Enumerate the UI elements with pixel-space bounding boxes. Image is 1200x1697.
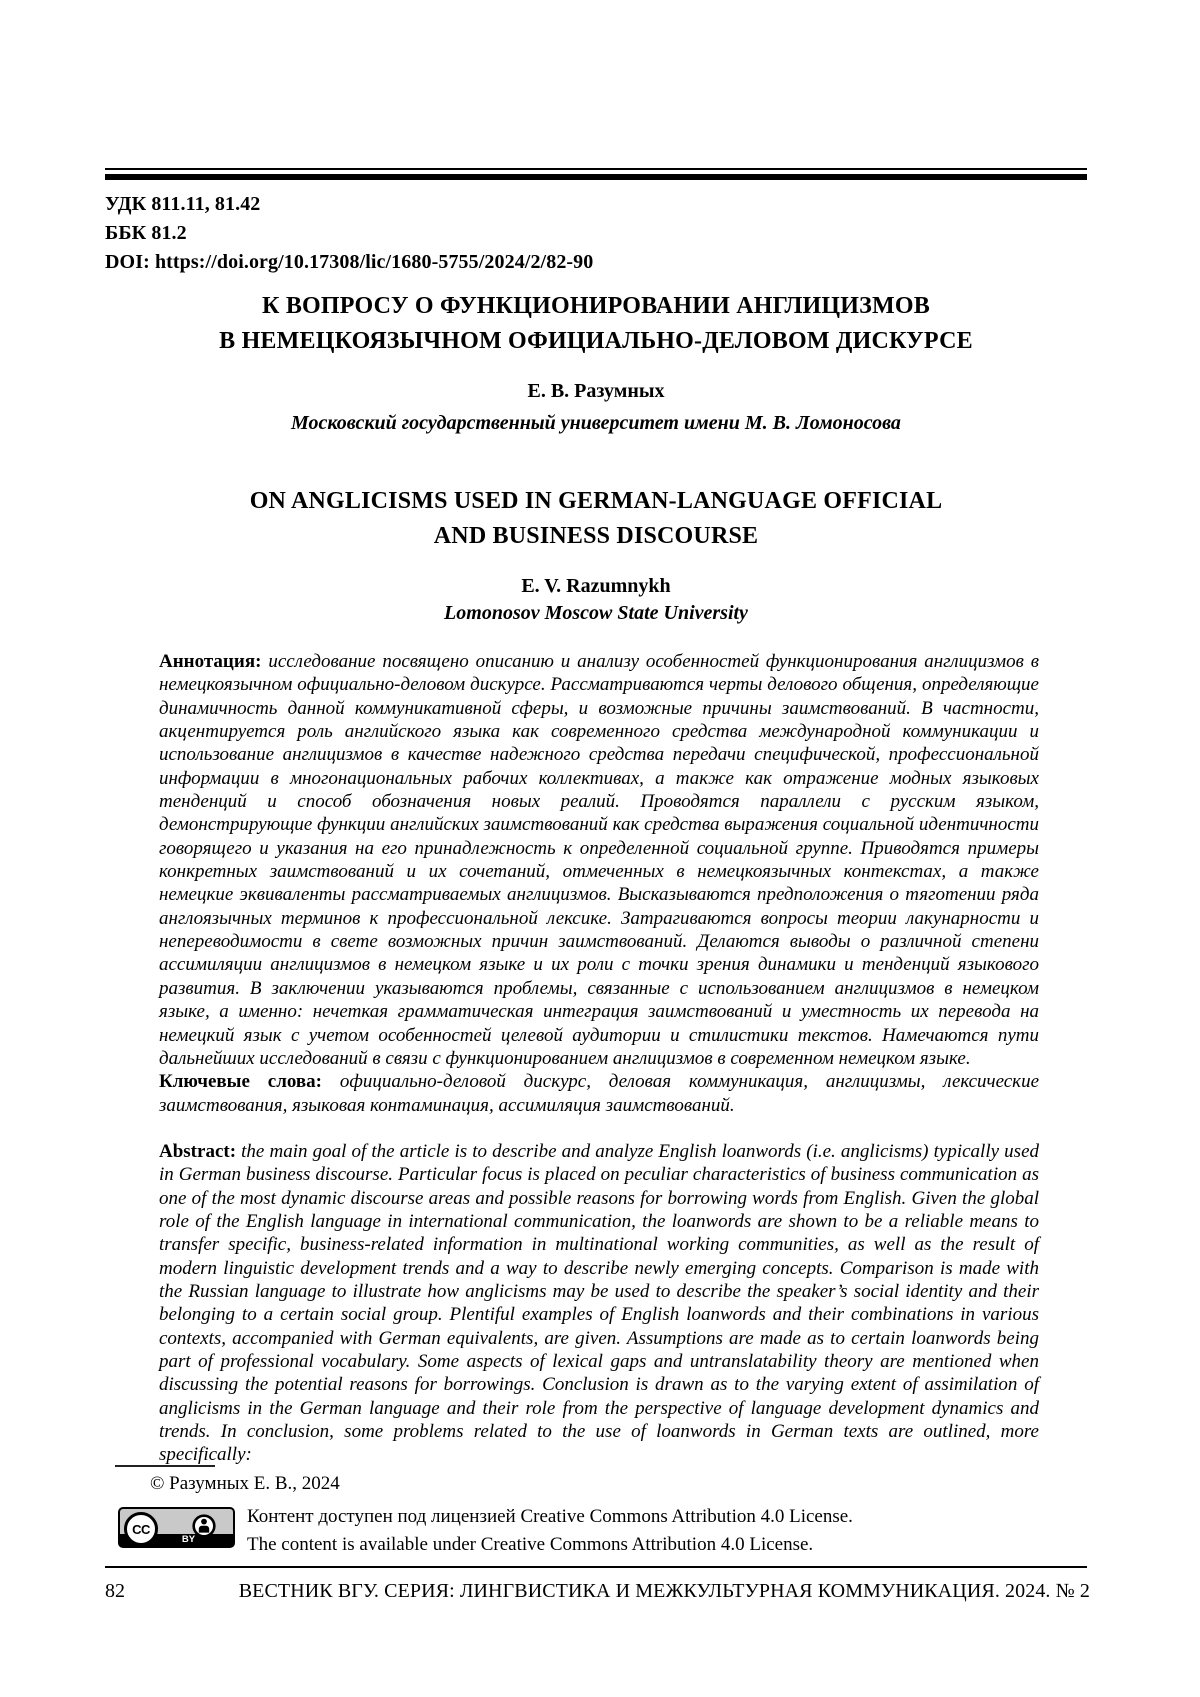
doi-line: DOI: https://doi.org/10.17308/lic/1680-5755/2024/2/82-90 <box>105 251 594 273</box>
abstract-en <box>159 1140 1039 1467</box>
license-line-en: The content is available under Creative Commons Attribution 4.0 License. <box>247 1534 814 1555</box>
abstract-text-ru: исследование посвящено описанию и анализу особенностей функционирования англицизмов в немецкоязычном официально-деловом дискурсе. Рассматриваются черты делового общения, определяющие динамичность данной коммуникативной сферы, и возможные причины заимствований. В частности, акцентируется роль английского языка как современного средства международной коммуникации и использование англицизмов в качестве надежного средства передачи специфической, профессиональной информации в многонациональных рабочих коллективах, а также как отражение модных языковых тенденций и способ обозначения новых реалий. Проводятся параллели с русским языком, демонстрирующие функции английских заимствований как средства выражения социальной идентичности говорящего и указания на его принадлежность к определенной социальной группе. Приводятся примеры конкретных заимствований и их сочетаний, отмеченных в немецкоязычных контекстах, а также немецкие эквиваленты рассматриваемых англицизмов. Высказываются предположения о тяготении ряда англоязычных терминов к профессиональной лексике. Затрагиваются вопросы теории лакунарности и непереводимости в свете возможных причин заимствований. Делаются выводы о различной степени ассимиляции англицизмов в немецком языке и их роли с точки зрения динамики и тенденций языкового развития. В заключении указываются проблемы, связанные с использованием англицизмов в немецком языке, а именно: нечеткая грамматическая интеграция заимствований и уместность их перевода на немецкий язык с учетом особенностей целевой аудитории и стилистики текстов. Намечаются пути дальнейших исследований в связи с функционированием англицизмов в современном немецком языке. <box>159 651 1040 1069</box>
bbk-line: ББК 81.2 <box>105 222 187 244</box>
attribution-person-icon <box>192 1514 216 1543</box>
top-double-rule <box>105 168 1087 180</box>
article-title-ru <box>105 289 1087 358</box>
footnote-rule <box>115 1465 215 1467</box>
keywords-label-ru: Ключевые слова: <box>159 1071 322 1093</box>
copyright-line: © Разумных Е. В., 2024 <box>150 1473 340 1494</box>
abstract-en-paragraph <box>159 1140 1039 1467</box>
cc-by-badge <box>118 1507 235 1548</box>
cc-logo-icon <box>124 1512 158 1546</box>
license-line-ru: Контент доступен под лицензией Creative Commons Attribution 4.0 License. <box>247 1506 853 1527</box>
article-title-ru-line2: В НЕМЕЦКОЯЗЫЧНОМ ОФИЦИАЛЬНО-ДЕЛОВОМ ДИСКУРСЕ <box>219 327 973 354</box>
abstract-text-en: the main goal of the article is to describe and analyze English loanwords (i.e. anglicisms) typically used in German business discourse. Particular focus is placed on peculiar characteristics of business communication as one of the most dynamic discourse areas and possible reasons for borrowing words from English. Given the global role of the English language in international communication, the loanwords are shown to be a reliable means to transfer specific, business-related information in multinational working communities, as well as the result of modern linguistic development trends and a way to describe newly emerging concepts. Comparison is made with the Russian language to illustrate how anglicisms may be used to describe the speaker’s social identity and their belonging to a certain social group. Plentiful examples of English loanwords and their combinations in various contexts, accompanied with German equivalents, are given. Assumptions are made as to certain loanwords being part of professional vocabulary. Some aspects of lexical gaps and untranslatability theory are mentioned when discussing the potential reasons for borrowings. Conclusion is drawn as to the varying extent of assimilation of anglicisms in the German language and their role from the perspective of language development dynamics and trends. In conclusion, some problems related to the use of loanwords in German texts are outlined, more specifically: <box>159 1141 1039 1466</box>
cc-logo-letters: CC <box>132 1521 150 1537</box>
affiliation-ru: Московский государственный университет имени М. В. Ломоносова <box>291 412 901 434</box>
author-en: E. V. Razumnykh <box>521 575 671 597</box>
license-text <box>247 1503 853 1559</box>
abstract-label-en: Abstract: <box>159 1141 237 1162</box>
keywords-ru-paragraph <box>159 1070 1039 1117</box>
footer-rule <box>105 1566 1087 1568</box>
article-title-en <box>105 484 1087 553</box>
keywords-text-ru: официально-деловой дискурс, деловая коммуникация, англицизмы, лексические заимствования, языковая контаминация, ассимиляция заимствований. <box>159 1071 1040 1116</box>
abstract-ru-paragraph <box>159 650 1039 1070</box>
author-ru: Е. В. Разумных <box>527 380 665 402</box>
udc-line: УДК 811.11, 81.42 <box>105 193 261 215</box>
classification-block <box>105 190 593 277</box>
by-label: BY <box>181 1534 196 1545</box>
article-title-ru-line1: К ВОПРОСУ О ФУНКЦИОНИРОВАНИИ АНГЛИЦИЗМОВ <box>262 293 930 319</box>
article-title-en-line2: AND BUSINESS DISCOURSE <box>433 522 759 549</box>
affiliation-en: Lomonosov Moscow State University <box>444 602 748 624</box>
article-title-en-line1: ON ANGLICISMS USED IN GERMAN-LANGUAGE OFFICIAL <box>249 488 943 514</box>
journal-title: ВЕСТНИК ВГУ. СЕРИЯ: ЛИНГВИСТИКА И МЕЖКУЛЬТУРНАЯ КОММУНИКАЦИЯ. 2024. № 2 <box>238 1580 1090 1602</box>
abstract-ru <box>159 650 1039 1117</box>
page-number: 82 <box>105 1580 125 1602</box>
abstract-label-ru: Аннотация: <box>159 651 262 672</box>
